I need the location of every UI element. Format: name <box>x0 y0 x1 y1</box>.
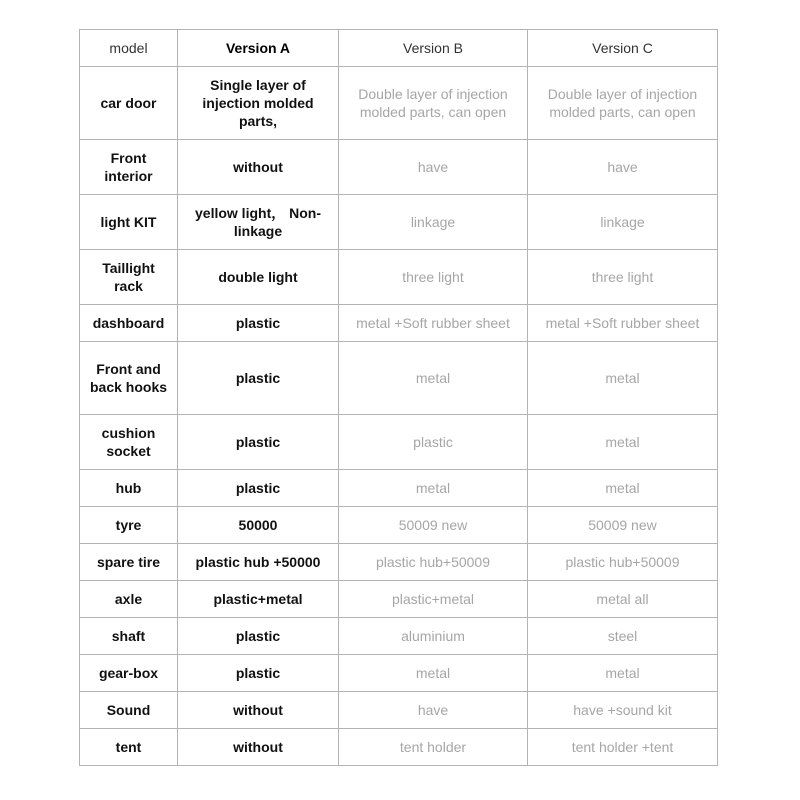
table-row <box>80 470 718 507</box>
table-row <box>80 415 718 470</box>
version-a-cell: plastic <box>178 342 339 415</box>
header-row <box>80 30 718 67</box>
version-c-cell: metal +Soft rubber sheet <box>528 305 718 342</box>
version-b-cell: plastic+metal <box>339 581 528 618</box>
version-c-cell: metal <box>528 415 718 470</box>
version-c-cell: have <box>528 140 718 195</box>
spec-comparison-table <box>79 29 718 766</box>
model-cell: Front interior <box>80 140 178 195</box>
version-c-cell: steel <box>528 618 718 655</box>
model-cell: gear-box <box>80 655 178 692</box>
version-a-cell: plastic <box>178 470 339 507</box>
header-version-b: Version B <box>339 30 528 67</box>
model-cell: Front and back hooks <box>80 342 178 415</box>
version-c-cell: linkage <box>528 195 718 250</box>
version-b-cell: plastic hub+50009 <box>339 544 528 581</box>
table-row <box>80 655 718 692</box>
version-c-cell: Double layer of injection molded parts, can open <box>528 67 718 140</box>
version-c-cell: tent holder +tent <box>528 729 718 766</box>
version-b-cell: plastic <box>339 415 528 470</box>
version-a-cell: plastic <box>178 305 339 342</box>
table-row <box>80 544 718 581</box>
model-cell: shaft <box>80 618 178 655</box>
table-row <box>80 195 718 250</box>
version-b-cell: tent holder <box>339 729 528 766</box>
table-row <box>80 618 718 655</box>
model-cell: spare tire <box>80 544 178 581</box>
table-row <box>80 507 718 544</box>
version-b-cell: metal +Soft rubber sheet <box>339 305 528 342</box>
version-a-cell: plastic <box>178 618 339 655</box>
model-cell: cushion socket <box>80 415 178 470</box>
table-row <box>80 581 718 618</box>
version-c-cell: 50009 new <box>528 507 718 544</box>
version-a-cell: plastic hub +50000 <box>178 544 339 581</box>
version-c-cell: metal <box>528 655 718 692</box>
version-a-cell: double light <box>178 250 339 305</box>
model-cell: Taillight rack <box>80 250 178 305</box>
version-c-cell: have +sound kit <box>528 692 718 729</box>
table-row <box>80 140 718 195</box>
version-a-cell: plastic <box>178 655 339 692</box>
table-row <box>80 729 718 766</box>
model-cell: dashboard <box>80 305 178 342</box>
model-cell: axle <box>80 581 178 618</box>
model-cell: light KIT <box>80 195 178 250</box>
version-c-cell: metal all <box>528 581 718 618</box>
version-a-cell: without <box>178 692 339 729</box>
version-a-cell: Single layer of injection molded parts, <box>178 67 339 140</box>
version-b-cell: 50009 new <box>339 507 528 544</box>
table-row <box>80 250 718 305</box>
version-c-cell: plastic hub+50009 <box>528 544 718 581</box>
version-a-cell: yellow light， Non-linkage <box>178 195 339 250</box>
table-row <box>80 305 718 342</box>
header-model: model <box>80 30 178 67</box>
version-a-cell: plastic <box>178 415 339 470</box>
version-b-cell: three light <box>339 250 528 305</box>
version-b-cell: metal <box>339 342 528 415</box>
version-c-cell: metal <box>528 470 718 507</box>
version-b-cell: Double layer of injection molded parts, can open <box>339 67 528 140</box>
version-b-cell: metal <box>339 655 528 692</box>
version-b-cell: metal <box>339 470 528 507</box>
version-a-cell: without <box>178 140 339 195</box>
version-a-cell: without <box>178 729 339 766</box>
version-a-cell: 50000 <box>178 507 339 544</box>
version-b-cell: have <box>339 140 528 195</box>
model-cell: car door <box>80 67 178 140</box>
table-row <box>80 342 718 415</box>
version-c-cell: three light <box>528 250 718 305</box>
model-cell: Sound <box>80 692 178 729</box>
version-c-cell: metal <box>528 342 718 415</box>
model-cell: tyre <box>80 507 178 544</box>
table-row <box>80 692 718 729</box>
model-cell: tent <box>80 729 178 766</box>
model-cell: hub <box>80 470 178 507</box>
version-b-cell: linkage <box>339 195 528 250</box>
version-a-cell: plastic+metal <box>178 581 339 618</box>
table-row <box>80 67 718 140</box>
header-version-c: Version C <box>528 30 718 67</box>
version-b-cell: have <box>339 692 528 729</box>
version-b-cell: aluminium <box>339 618 528 655</box>
header-version-a: Version A <box>178 30 339 67</box>
